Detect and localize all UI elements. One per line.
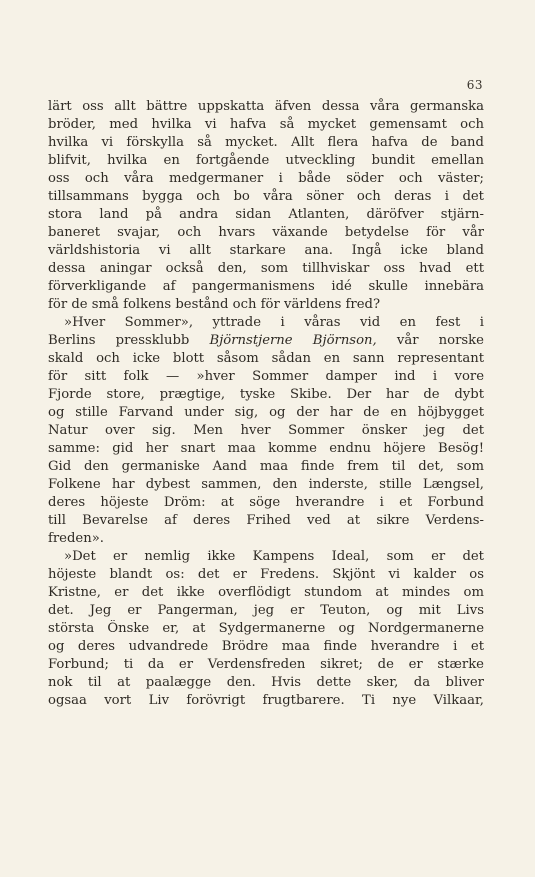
text-line: Kristne, er det ikke overflödigt stundom at mindes om	[48, 585, 484, 600]
text-line: »Det er nemlig ikke Kampens Ideal, som er det	[64, 549, 484, 564]
text-line: ogsaa vort Liv forövrigt frugtbarere. Ti nye Vilkaar,	[48, 693, 484, 708]
page-number: 63	[466, 78, 483, 92]
text-line: förverkligande af pangermanismens idé skulle innebära	[48, 279, 484, 294]
text-line: deres höjeste Dröm: at söge hverandre i et Forbund	[48, 495, 484, 510]
text-line: höjeste blandt os: det er Fredens. Skjönt vi kalder os	[48, 567, 484, 582]
text-line: baneret svajar, och hvars växande betydelse för vår	[48, 225, 484, 240]
text-line: stora land på andra sidan Atlanten, däröfver stjärn-	[48, 207, 484, 222]
text-line: världshistoria vi allt starkare ana. Ingå icke bland	[48, 243, 484, 258]
text-line: samme: gid her snart maa komme endnu höjere Besög!	[48, 441, 484, 456]
italic-author-name: Björnstjerne Björnson,	[209, 333, 377, 348]
text-line: nok til at paalægge den. Hvis dette sker, da bliver	[48, 675, 484, 690]
text-line: Fjorde store, prægtige, tyske Skibe. Der har de dybt	[48, 387, 484, 402]
text-line: lärt oss allt bättre uppskatta äfven dessa våra germanska	[48, 99, 484, 114]
text-line-with-italic	[48, 332, 484, 350]
text-line: »Hver Sommer», yttrade i våras vid en fest i	[64, 315, 484, 330]
text-line: dessa aningar också den, som tillhviskar oss hvad ett	[48, 261, 484, 276]
text-line: skald och icke blott såsom sådan en sann representant	[48, 351, 484, 366]
text-line: för sitt folk — »hver Sommer damper ind i vore	[48, 369, 484, 384]
body-text	[48, 98, 484, 710]
text-line: Forbund; ti da er Verdensfreden sikret; de er stærke	[48, 657, 484, 672]
text-line: Folkene har dybest sammen, den inderste, stille Længsel,	[48, 477, 484, 492]
text-line: bröder, med hvilka vi hafva så mycket gemensamt och	[48, 117, 484, 132]
text-segment: Berlins pressklubb	[48, 333, 210, 348]
text-line: og deres udvandrede Brödre maa finde hverandre i et	[48, 639, 484, 654]
text-line: freden».	[48, 531, 104, 546]
text-line: blifvit, hvilka en fortgående utveckling bundit emellan	[48, 153, 484, 168]
text-line: hvilka vi förskylla så mycket. Allt flera hafva de band	[48, 135, 484, 150]
text-line: för de små folkens bestånd och för världens fred?	[48, 297, 381, 312]
text-line: Gid den germaniske Aand maa finde frem til det, som	[48, 459, 484, 474]
text-line: det. Jeg er Pangerman, jeg er Teuton, og mit Livs	[48, 603, 484, 618]
text-segment: vår norske	[376, 333, 484, 348]
text-line: og stille Farvand under sig, og der har de en höjbygget	[48, 405, 484, 420]
text-line: Natur over sig. Men hver Sommer önsker jeg det	[48, 423, 484, 438]
text-line: till Bevarelse af deres Frihed ved at sikre Verdens-	[48, 513, 484, 528]
text-line: största Önske er, at Sydgermanerne og Nordgermanerne	[48, 621, 484, 636]
text-line: tillsammans bygga och bo våra söner och deras i det	[48, 189, 484, 204]
text-line: oss och våra medgermaner i både söder och väster;	[48, 171, 484, 186]
